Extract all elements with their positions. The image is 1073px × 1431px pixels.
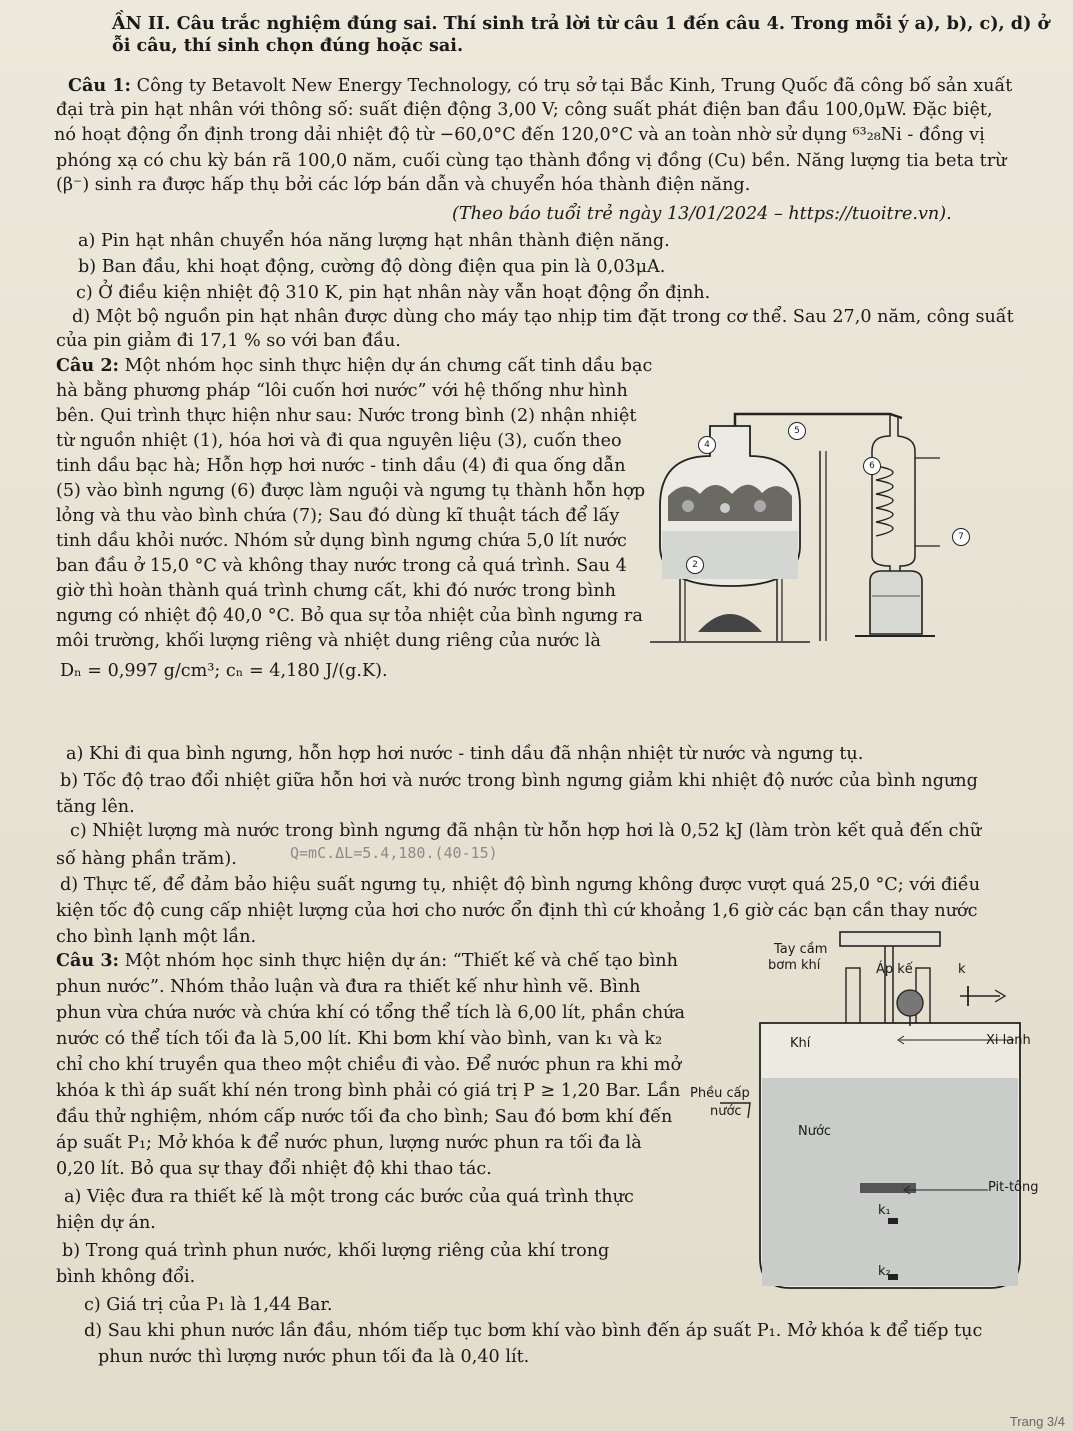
q2-formula: Dₙ = 0,997 g/cm³; cₙ = 4,180 J/(g.K). <box>60 661 388 681</box>
q2-line8: tinh dầu khỏi nước. Nhóm sử dụng bình ngưng chứa 5,0 lít nước <box>56 531 627 551</box>
q2-line7: lỏng và thu vào bình chứa (7); Sau đó dùng kĩ thuật tách để lấy <box>56 506 620 526</box>
q2-line1: Câu 2: Một nhóm học sinh thực hiện dự án chưng cất tinh dầu bạc <box>56 355 653 376</box>
q2-option-d-line2: kiện tốc độ cung cấp nhiệt lượng của hơi cho nước ổn định thì cứ khoảng 1,6 giờ các bạn cần thay nước <box>56 901 978 921</box>
fig-label-hand-pump: Tay cầm <box>774 942 828 957</box>
q3-line2: phun nước”. Nhóm thảo luận và đưa ra thiết kế như hình vẽ. Bình <box>56 977 641 997</box>
fig-label-2: 2 <box>686 556 704 574</box>
fig-label-funnel-2: nước <box>710 1104 742 1119</box>
q1-option-c: c) Ở điều kiện nhiệt độ 310 K, pin hạt nhân này vẫn hoạt động ổn định. <box>76 283 711 303</box>
q2-line6: (5) vào bình ngưng (6) được làm nguội và ngưng tụ thành hỗn hợp <box>56 481 646 501</box>
q2-line10: giờ thì hoàn thành quá trình chưng cất, khi đó nước trong bình <box>56 581 616 601</box>
q2-line11: ngưng có nhiệt độ 40,0 °C. Bỏ qua sự tỏa nhiệt của bình ngưng ra <box>56 606 643 626</box>
q3-title: Câu 3: <box>56 950 120 971</box>
part-header-line1: ẦN II. Câu trắc nghiệm đúng sai. Thí sinh trả lời từ câu 1 đến câu 4. Trong mỗi ý a), b), c), d) ở <box>112 13 1050 34</box>
fig-label-piston: Pit-tông <box>988 1180 1039 1195</box>
q3-option-d-line2: phun nước thì lượng nước phun tối đa là 0,40 lít. <box>98 1347 530 1367</box>
part-header-line2: ỗi câu, thí sinh chọn đúng hoặc sai. <box>112 35 464 56</box>
fig-label-4: 4 <box>698 436 716 454</box>
q1-line5: (β⁻) sinh ra được hấp thụ bởi các lớp bán dẫn và chuyển hóa thành điện năng. <box>56 175 751 195</box>
q2-option-c-line1: c) Nhiệt lượng mà nước trong bình ngưng đã nhận từ hỗn hợp hơi là 0,52 kJ (làm tròn kết quả đến chữ <box>70 821 982 841</box>
q2-option-d-line1: d) Thực tế, để đảm bảo hiệu suất ngưng tụ, nhiệt độ bình ngưng không được vượt quá 25,0 °C; với điều <box>60 875 981 895</box>
fig-label-k: k <box>958 962 966 977</box>
q2-line4: từ nguồn nhiệt (1), hóa hơi và đi qua nguyên liệu (3), cuốn theo <box>56 431 622 451</box>
q1-line2: đại trà pin hạt nhân với thông số: suất điện động 3,00 V; công suất phát điện ban đầu 100,0μW. Đặc biệt, <box>56 100 993 120</box>
q2-option-b-line2: tăng lên. <box>56 797 135 817</box>
fig-label-k2: k₂ <box>878 1264 891 1279</box>
q2-option-d-line3: cho bình lạnh một lần. <box>56 927 257 947</box>
q1-title: Câu 1: <box>68 75 132 96</box>
q3-option-a-line1: a) Việc đưa ra thiết kế là một trong các bước của quá trình thực <box>64 1187 634 1207</box>
q2-line3: bên. Qui trình thực hiện như sau: Nước trong bình (2) nhận nhiệt <box>56 406 637 426</box>
q1-line3: nó hoạt động ổn định trong dải nhiệt độ từ −60,0°C đến 120,0°C và an toàn nhờ sử dụng ⁶³₂₈Ni - đồng vị <box>54 125 985 145</box>
fig-label-k1: k₁ <box>878 1203 891 1218</box>
fig-label-6: 6 <box>863 457 881 475</box>
fig-label-7: 7 <box>952 528 970 546</box>
q3-line3: phun vừa chứa nước và chứa khí có tổng thể tích là 6,00 lít, phần chứa <box>56 1003 685 1023</box>
q2-option-b-line1: b) Tốc độ trao đổi nhiệt giữa hỗn hơi và nước trong bình ngưng giảm khi nhiệt độ nước của bình ngưng <box>60 771 978 791</box>
fig-label-cylinder: Xi lanh <box>986 1033 1031 1048</box>
fig-label-water: Nước <box>798 1124 832 1139</box>
q2-line12: môi trường, khối lượng riêng và nhiệt dung riêng của nước là <box>56 631 601 651</box>
fig-label-hand-pump-2: bơm khí <box>768 958 821 973</box>
page-number: Trang 3/4 <box>1009 1414 1065 1429</box>
q3-line1: Câu 3: Một nhóm học sinh thực hiện dự án: “Thiết kế và chế tạo bình <box>56 950 678 971</box>
q2-title: Câu 2: <box>56 355 120 376</box>
q3-line6: khóa k thì áp suất khí nén trong bình phải có giá trị P ≥ 1,20 Bar. Lần <box>56 1081 681 1101</box>
handwritten-calculation: Q=mC.ΔL=5.4,180.(40-15) <box>290 844 498 862</box>
q2-option-a: a) Khi đi qua bình ngưng, hỗn hợp hơi nước - tinh dầu đã nhận nhiệt từ nước và ngưng tụ. <box>66 744 864 764</box>
q3-line9: 0,20 lít. Bỏ qua sự thay đổi nhiệt độ khi thao tác. <box>56 1159 492 1179</box>
q3-option-b-line2: bình không đổi. <box>56 1267 196 1287</box>
fig-label-5: 5 <box>788 422 806 440</box>
q1-source: (Theo báo tuổi trẻ ngày 13/01/2024 – https://tuoitre.vn). <box>452 204 952 224</box>
q1-option-d-line2: của pin giảm đi 17,1 % so với ban đầu. <box>56 331 401 351</box>
q3-option-b-line1: b) Trong quá trình phun nước, khối lượng riêng của khí trong <box>62 1241 610 1261</box>
distillation-figure <box>640 396 985 656</box>
q2-line2: hà bằng phương pháp “lôi cuốn hơi nước” với hệ thống như hình <box>56 381 628 401</box>
q2-line9: ban đầu ở 15,0 °C và không thay nước trong cả quá trình. Sau 4 <box>56 556 627 576</box>
q3-line7: đầu thử nghiệm, nhóm cấp nước tối đa cho bình; Sau đó bơm khí đến <box>56 1107 673 1127</box>
fig-label-funnel: Phều cấp <box>690 1086 750 1101</box>
q3-line4: nước có thể tích tối đa là 5,00 lít. Khi bơm khí vào bình, van k₁ và k₂ <box>56 1029 663 1049</box>
q3-line5: chỉ cho khí truyền qua theo một chiều đi vào. Để nước phun ra khi mở <box>56 1055 682 1075</box>
fig-label-gauge: Áp kế <box>876 962 913 977</box>
water-sprayer-figure <box>690 928 1050 1293</box>
q1-option-b: b) Ban đầu, khi hoạt động, cường độ dòng điện qua pin là 0,03μA. <box>78 257 666 277</box>
q1-option-a: a) Pin hạt nhân chuyển hóa năng lượng hạt nhân thành điện năng. <box>78 231 670 251</box>
q2-line5: tinh dầu bạc hà; Hỗn hợp hơi nước - tinh dầu (4) đi qua ống dẫn <box>56 456 626 476</box>
q2-option-c-line2: số hàng phần trăm). <box>56 849 237 869</box>
q3-option-c: c) Giá trị của P₁ là 1,44 Bar. <box>84 1295 333 1315</box>
q3-option-d-line1: d) Sau khi phun nước lần đầu, nhóm tiếp tục bơm khí vào bình đến áp suất P₁. Mở khóa k để tiếp tục <box>84 1321 983 1341</box>
q3-option-a-line2: hiện dự án. <box>56 1213 156 1233</box>
fig-label-gas: Khí <box>790 1036 811 1051</box>
q3-line8: áp suất P₁; Mở khóa k để nước phun, lượng nước phun ra tối đa là <box>56 1133 642 1153</box>
q1-option-d-line1: d) Một bộ nguồn pin hạt nhân được dùng cho máy tạo nhịp tim đặt trong cơ thể. Sau 27,0 năm, công suất <box>72 307 1014 327</box>
q1-line4: phóng xạ có chu kỳ bán rã 100,0 năm, cuối cùng tạo thành đồng vị đồng (Cu) bền. Năng lượng tia beta trừ <box>56 151 1007 171</box>
q1-line1: Câu 1: Công ty Betavolt New Energy Technology, có trụ sở tại Bắc Kinh, Trung Quốc đã công bố sản xuất <box>68 75 1013 96</box>
